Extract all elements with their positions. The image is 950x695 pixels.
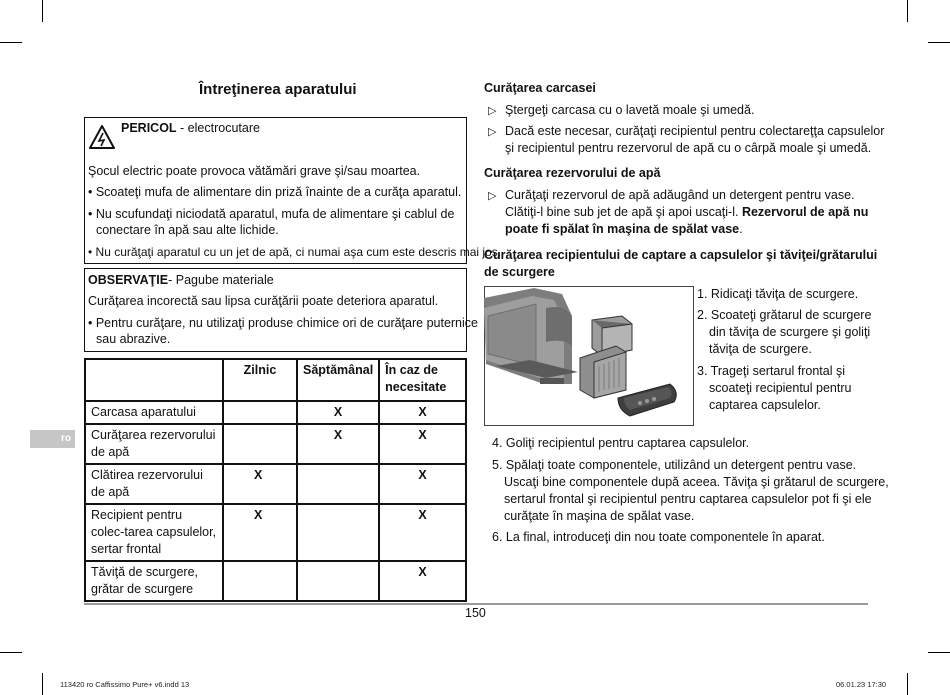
step-item-cont: curăţate în maşina de spălat vase. [504,509,695,523]
crop-mark [0,652,22,653]
note-heading: OBSERVAŢIE- Pagube materiale [88,273,274,287]
table-cell: Clătirea rezervorului de apă [85,464,223,504]
note-bullet: • Pentru curăţare, nu utilizaţi produse chimice ori de curăţare puternice [88,316,478,330]
crop-mark [0,42,22,43]
step-item: 3. Trageţi sertarul frontal şi [697,364,845,378]
table-cell: X [379,504,466,561]
table-cell [297,464,379,504]
arrow-icon: ▷ [488,105,497,117]
step-item-cont: captarea capsulelor. [709,398,821,412]
table-header-cell: Zilnic [223,359,297,401]
step-item: 4. Goliţi recipientul pentru captarea capsulelor. [492,436,750,450]
table-cell: X [379,464,466,504]
instruction-text: şi recipientul pentru rezervorul de apă cu o cârpă moale şi umedă. [505,141,872,155]
table-cell [297,504,379,561]
language-tab [30,430,75,448]
crop-mark [42,673,43,695]
step-item: 5. Spălaţi toate componentele, utilizând un detergent pentru vase. [492,458,857,472]
section-heading: Curăţarea carcasei [484,81,596,95]
crop-mark [42,0,43,22]
table-row [85,464,466,504]
table-cell: Curăţarea rezervorului de apă [85,424,223,464]
table-cell [223,424,297,464]
step-item-cont: Uscaţi bine componentele după aceea. Tăviţa şi grătarul de scurgere, [504,475,889,489]
step-item: 1. Ridicaţi tăviţa de scurgere. [697,287,859,301]
table-cell: X [379,561,466,601]
crop-mark [907,673,908,695]
arrow-icon: ▷ [488,126,497,138]
note-bullet-cont: sau abrazive. [96,332,171,346]
section-heading: de scurgere [484,265,555,279]
table-row [85,504,466,561]
step-item-cont: din tăviţa de scurgere şi goliţi [709,325,871,339]
table-header-cell: În caz de necesitate [379,359,466,401]
instruction-text: Dacă este necesar, curăţaţi recipientul pentru colectareţţa capsulelor [505,124,885,138]
table-cell: Carcasa aparatului [85,401,223,424]
table-cell: Tăviţă de scurgere, grătar de scurgere [85,561,223,601]
table-cell: Recipient pentru colec-tarea capsulelor, sertar frontal [85,504,223,561]
step-item-cont: tăviţa de scurgere. [709,342,812,356]
table-cell: X [379,424,466,464]
step-item-cont: sertarul frontal şi recipientul pentru captarea capsulelor pot fi şi ele [504,492,872,506]
instruction-text: Ştergeţi carcasa cu o lavetă moale şi umedă. [505,103,755,117]
table-cell [223,401,297,424]
step-item-cont: scoateţi recipientul pentru [709,381,852,395]
step-item: 6. La final, introduceţi din nou toate componentele în aparat. [492,530,825,544]
crop-mark [928,652,950,653]
table-cell: X [297,424,379,464]
table-cell: X [379,401,466,424]
danger-text: Şocul electric poate provoca vătămări grave şi/sau moartea. [88,164,421,178]
section-heading: Curăţarea recipientului de captare a capsulelor şi tăviţei/grătarului [484,248,878,262]
table-header-cell [85,359,223,401]
footer-file-info: 113420 ro Caffissimo Pure+ v6.indd 13 [60,680,190,689]
table-cell [223,561,297,601]
table-cell: X [297,401,379,424]
instruction-text: Clătiţi-l bine sub jet de apă şi apoi uscaţi-l. Rezervorul de apă nu [505,205,869,219]
language-tab-label: ro [61,433,71,444]
step-item: 2. Scoateţi grătarul de scurgere [697,308,872,322]
instruction-text: Curăţaţi rezervorul de apă adăugând un detergent pentru vase. [505,188,855,202]
table-cell: X [223,504,297,561]
danger-bullet-cont: conectare în apă sau alte lichide. [96,223,279,237]
table-header-cell: Săptămânal [297,359,379,401]
danger-bullet: • Nu scufundaţi niciodată aparatul, mufa de alimentare şi cablul de [88,207,455,221]
table-header-row [85,359,466,401]
danger-heading: PERICOL - electrocutare [121,121,260,135]
page-title: Întreţinerea aparatului [199,81,357,98]
arrow-icon: ▷ [488,190,497,202]
table-row [85,561,466,601]
crop-mark [928,42,950,43]
warning-triangle-icon [88,124,116,150]
table-cell: X [223,464,297,504]
crop-mark [907,0,908,22]
note-text: Curăţarea incorectă sau lipsa curăţării poate deteriora aparatul. [88,294,439,308]
page-number: 150 [465,606,486,620]
table-cell [297,561,379,601]
instruction-text: poate fi spălat în maşina de spălat vase. [505,222,743,236]
section-heading: Curăţarea rezervorului de apă [484,166,661,180]
table-row [85,401,466,424]
coffee-machine-illustration [484,286,694,426]
danger-bullet: • Nu curăţaţi aparatul cu un jet de apă, ci numai aşa cum este descris mai jos. [88,245,502,259]
cleaning-schedule-table [84,358,467,602]
danger-bullet: • Scoateţi mufa de alimentare din priză înainte de a curăţa aparatul. [88,185,462,199]
table-row [85,424,466,464]
footer-timestamp: 06.01.23 17:30 [836,680,887,689]
